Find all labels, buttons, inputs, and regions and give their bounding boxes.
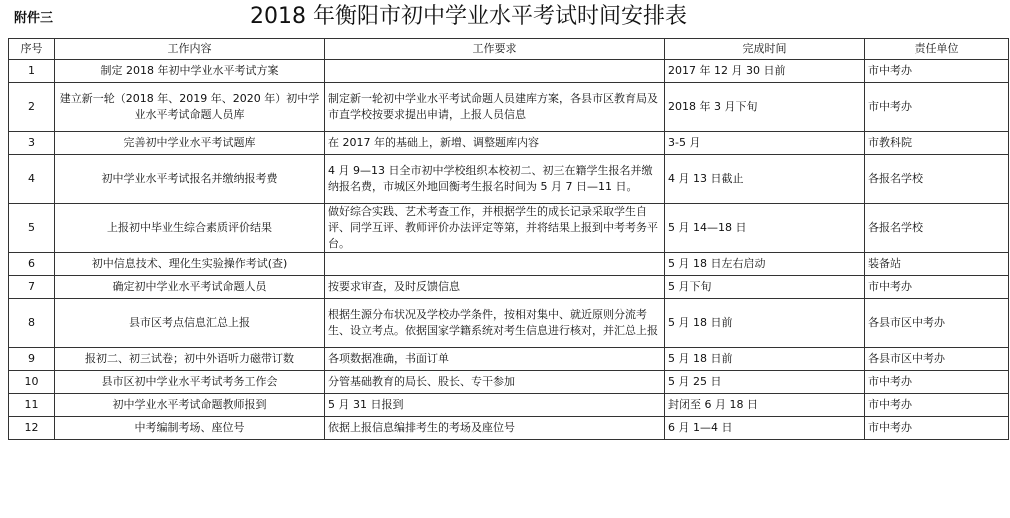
- table-row: [9, 394, 1009, 417]
- cell-content: 中考编制考场、座位号: [55, 417, 325, 440]
- cell-requirement: 做好综合实践、艺术考查工作，并根据学生的成长记录采取学生自评、同学互评、教师评价办法评定等第，并将结果上报到中考考务平台。: [325, 204, 665, 253]
- cell-no: 11: [9, 394, 55, 417]
- cell-no: 5: [9, 204, 55, 253]
- cell-no: 10: [9, 371, 55, 394]
- cell-no: 7: [9, 276, 55, 299]
- table-row: [9, 299, 1009, 348]
- cell-requirement: [325, 253, 665, 276]
- table-row: [9, 253, 1009, 276]
- cell-content: 初中学业水平考试报名并缴纳报考费: [55, 155, 325, 204]
- cell-unit: 各县市区中考办: [865, 299, 1009, 348]
- cell-time: 5 月 14—18 日: [665, 204, 865, 253]
- cell-content: 县市区考点信息汇总上报: [55, 299, 325, 348]
- table-row: [9, 132, 1009, 155]
- cell-time: 2017 年 12 月 30 日前: [665, 60, 865, 83]
- cell-no: 8: [9, 299, 55, 348]
- col-header-unit: 责任单位: [865, 39, 1009, 60]
- table-row: [9, 204, 1009, 253]
- cell-content: 初中信息技术、理化生实验操作考试(查): [55, 253, 325, 276]
- cell-no: 6: [9, 253, 55, 276]
- cell-time: 5 月下旬: [665, 276, 865, 299]
- cell-content: 初中学业水平考试命题教师报到: [55, 394, 325, 417]
- cell-unit: 市中考办: [865, 83, 1009, 132]
- schedule-table: [8, 38, 1009, 440]
- cell-unit: 市教科院: [865, 132, 1009, 155]
- cell-no: 9: [9, 348, 55, 371]
- cell-unit: 各县市区中考办: [865, 348, 1009, 371]
- table-row: [9, 348, 1009, 371]
- cell-unit: 市中考办: [865, 394, 1009, 417]
- cell-requirement: 各项数据准确，书面订单: [325, 348, 665, 371]
- cell-unit: 市中考办: [865, 371, 1009, 394]
- cell-content: 制定 2018 年初中学业水平考试方案: [55, 60, 325, 83]
- col-header-requirement: 工作要求: [325, 39, 665, 60]
- cell-no: 12: [9, 417, 55, 440]
- cell-no: 3: [9, 132, 55, 155]
- cell-unit: 各报名学校: [865, 204, 1009, 253]
- cell-time: 4 月 13 日截止: [665, 155, 865, 204]
- cell-content: 建立新一轮（2018 年、2019 年、2020 年）初中学业水平考试命题人员库: [55, 83, 325, 132]
- cell-content: 确定初中学业水平考试命题人员: [55, 276, 325, 299]
- cell-requirement: 制定新一轮初中学业水平考试命题人员建库方案，各县市区教育局及市直学校按要求提出申请，上报人员信息: [325, 83, 665, 132]
- cell-no: 2: [9, 83, 55, 132]
- cell-time: 封闭至 6 月 18 日: [665, 394, 865, 417]
- cell-time: 6 月 1—4 日: [665, 417, 865, 440]
- table-row: [9, 276, 1009, 299]
- cell-requirement: 4 月 9—13 日全市初中学校组织本校初二、初三在籍学生报名并缴纳报名费，市城区外地回衡考生报名时间为 5 月 7 日—11 日。: [325, 155, 665, 204]
- col-header-no: 序号: [9, 39, 55, 60]
- cell-requirement: 根据生源分布状况及学校办学条件，按相对集中、就近原则分流考生、设立考点。依据国家学籍系统对考生信息进行核对，并汇总上报: [325, 299, 665, 348]
- cell-time: 3-5 月: [665, 132, 865, 155]
- cell-no: 1: [9, 60, 55, 83]
- cell-no: 4: [9, 155, 55, 204]
- cell-unit: 装备站: [865, 253, 1009, 276]
- cell-content: 上报初中毕业生综合素质评价结果: [55, 204, 325, 253]
- cell-content: 县市区初中学业水平考试考务工作会: [55, 371, 325, 394]
- cell-content: 报初二、初三试卷；初中外语听力磁带订数: [55, 348, 325, 371]
- cell-unit: 市中考办: [865, 417, 1009, 440]
- col-header-time: 完成时间: [665, 39, 865, 60]
- cell-time: 5 月 18 日前: [665, 348, 865, 371]
- cell-requirement: 在 2017 年的基础上，新增、调整题库内容: [325, 132, 665, 155]
- attachment-label: 附件三: [14, 11, 54, 26]
- cell-time: 5 月 25 日: [665, 371, 865, 394]
- col-header-content: 工作内容: [55, 39, 325, 60]
- cell-requirement: [325, 60, 665, 83]
- table-row: [9, 60, 1009, 83]
- cell-unit: 市中考办: [865, 60, 1009, 83]
- cell-requirement: 分管基础教育的局长、股长、专干参加: [325, 371, 665, 394]
- cell-requirement: 5 月 31 日报到: [325, 394, 665, 417]
- table-row: [9, 417, 1009, 440]
- cell-time: 2018 年 3 月下旬: [665, 83, 865, 132]
- cell-content: 完善初中学业水平考试题库: [55, 132, 325, 155]
- page-title: 2018 年衡阳市初中学业水平考试时间安排表: [250, 4, 687, 29]
- table-row: [9, 371, 1009, 394]
- cell-unit: 市中考办: [865, 276, 1009, 299]
- cell-requirement: 依据上报信息编排考生的考场及座位号: [325, 417, 665, 440]
- cell-unit: 各报名学校: [865, 155, 1009, 204]
- cell-requirement: 按要求审查，及时反馈信息: [325, 276, 665, 299]
- cell-time: 5 月 18 日左右启动: [665, 253, 865, 276]
- table-row: [9, 83, 1009, 132]
- cell-time: 5 月 18 日前: [665, 299, 865, 348]
- table-row: [9, 155, 1009, 204]
- table-header-row: [9, 39, 1009, 60]
